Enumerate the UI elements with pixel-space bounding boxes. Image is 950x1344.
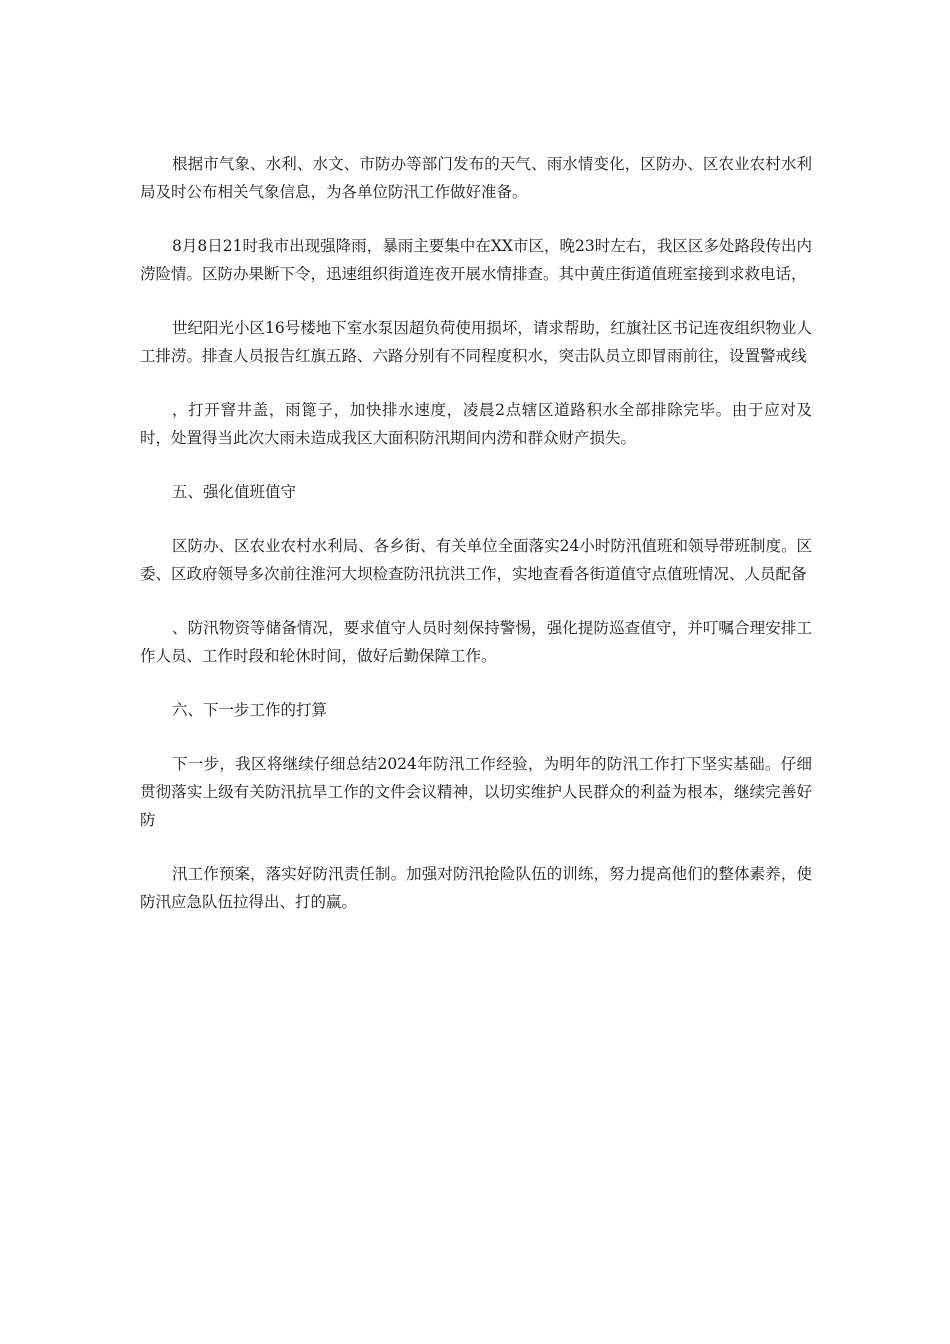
paragraph-duty-system: 区防办、区农业农村水利局、各乡街、有关单位全面落实24小时防汛值班和领导带班制度。区委、区政府领导多次前往淮河大坝检查防汛抗洪工作，实地查看各街道值守点值班情况、人员配备 — [140, 537, 812, 583]
section-heading-duty: 五、强化值班值守 — [172, 483, 297, 501]
paragraph-next-steps: 下一步，我区将继续仔细总结2024年防汛工作经验，为明年的防汛工作打下坚实基础。仔细贯彻落实上级有关防汛抗旱工作的文件会议精神，以切实维护人民群众的利益为根本，继续完善好防 — [140, 755, 812, 829]
section-heading-next-steps: 六、下一步工作的打算 — [172, 701, 328, 719]
paragraph-plan: 汛工作预案，落实好防汛责任制。加强对防汛抢险队伍的训练，努力提高他们的整体素养，使防汛应急队伍拉得出、打的赢。 — [140, 865, 812, 911]
paragraph-heavy-rain: 8月8日21时我市出现强降雨，暴雨主要集中在XX市区，晚23时左右，我区区多处路段传出内涝险情。区防办果断下令，迅速组织街道连夜开展水情排查。其中黄庄街道值班室接到求救电话， — [140, 237, 812, 283]
paragraph-pump-damage: 世纪阳光小区16号楼地下室水泵因超负荷使用损坏，请求帮助，红旗社区书记连夜组织物业人工排涝。排查人员报告红旗五路、六路分别有不同程度积水，突击队员立即冒雨前往，设置警戒线 — [140, 319, 812, 365]
paragraph-weather-info: 根据市气象、水利、水文、市防办等部门发布的天气、雨水情变化，区防办、区农业农村水利局及时公布相关气象信息，为各单位防汛工作做好准备。 — [140, 155, 812, 201]
paragraph-supplies: 、防汛物资等储备情况，要求值守人员时刻保持警惕，强化提防巡查值守，并叮嘱合理安排工作人员、工作时段和轮休时间，做好后勤保障工作。 — [140, 619, 812, 665]
paragraph-drainage: ，打开窨井盖，雨篦子，加快排水速度，凌晨2点辖区道路积水全部排除完毕。由于应对及时，处置得当此次大雨未造成我区大面积防汛期间内涝和群众财产损失。 — [140, 401, 812, 447]
document-body — [140, 150, 812, 942]
